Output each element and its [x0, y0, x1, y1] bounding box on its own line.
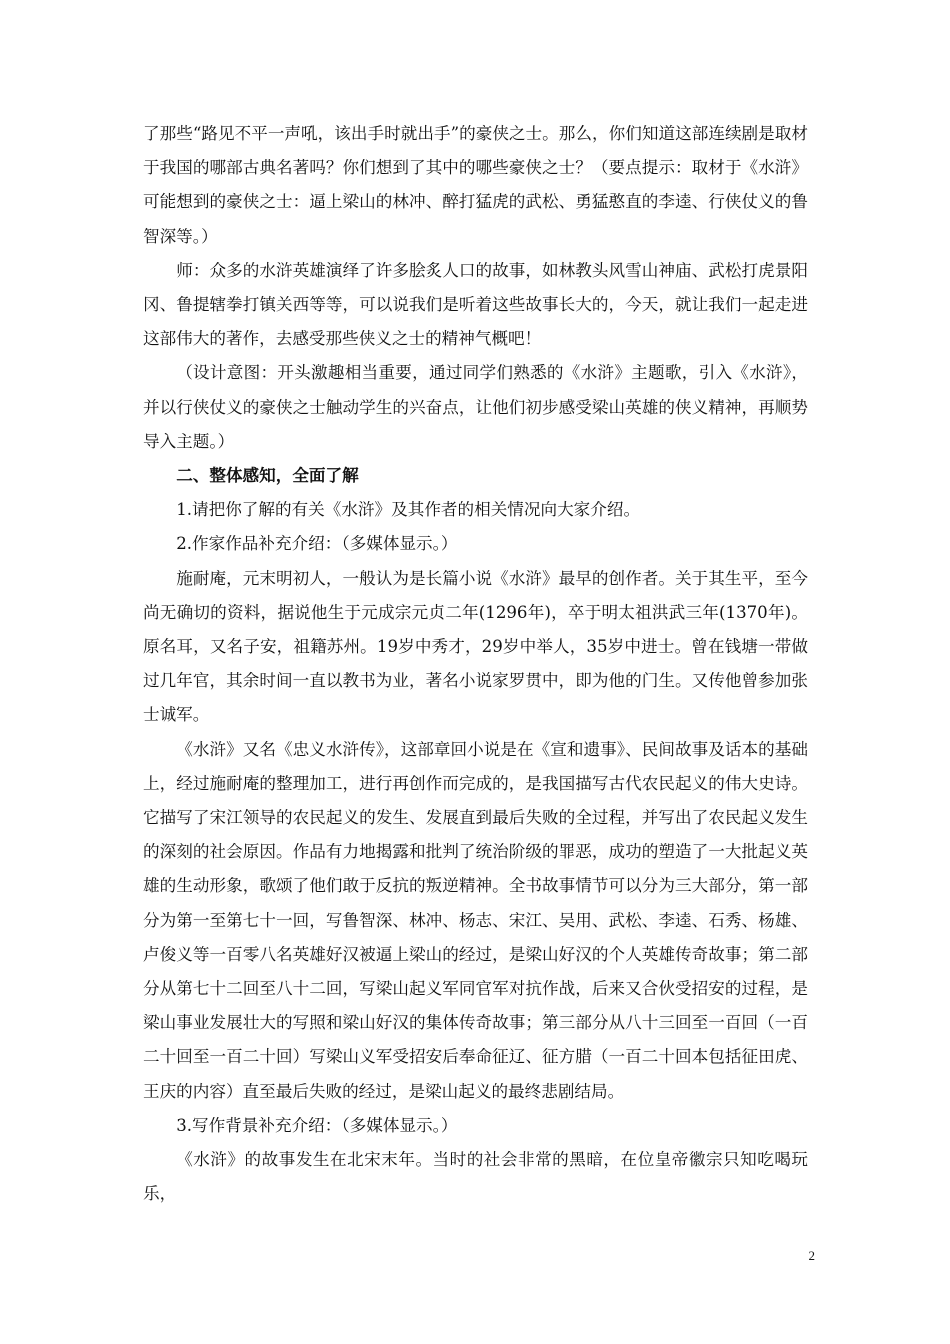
body-paragraph: 了那些“路见不平一声吼，该出手时就出手”的豪侠之士。那么，你们知道这部连续剧是取材于我国的哪部古典名著吗？你们想到了其中的哪些豪侠之士？（要点提示：取材于《水浒》可能想到的豪侠之士：逼上梁山的林冲、醉打猛虎的武松、勇猛憨直的李逵、行侠仗义的鲁智深等。）: [143, 124, 808, 246]
section-heading: 二、整体感知，全面了解: [176, 466, 359, 486]
body-paragraph: 《水浒》的故事发生在北宋末年。当时的社会非常的黑暗，在位皇帝徽宗只知吃喝玩乐，: [143, 1150, 808, 1204]
design-intent-note: （设计意图：开头激趣相当重要，通过同学们熟悉的《水浒》主题歌，引入《水浒》，并以行侠仗义的豪侠之士触动学生的兴奋点，让他们初步感受梁山英雄的侠义精神，再顺势导入主题。）: [143, 363, 808, 451]
body-paragraph: 施耐庵，元末明初人，一般认为是长篇小说《水浒》最早的创作者。关于其生平，至今尚无确切的资料，据说他生于元成宗元贞二年(1296年)，卒于明太祖洪武三年(1370年)。原名耳，又名子安，祖籍苏州。19岁中秀才，29岁中举人，35岁中进士。曾在钱塘一带做过几年官，其余时间一直以教书为业，著名小说家罗贯中，即为他的门生。又传他曾参加张士诚军。: [143, 568, 808, 725]
page-body: [143, 117, 808, 1212]
body-paragraph: 《水浒》又名《忠义水浒传》，这部章回小说是在《宣和遗事》、民间故事及话本的基础上，经过施耐庵的整理加工，进行再创作而完成的，是我国描写古代农民起义的伟大史诗。它描写了宋江领导的农民起义的发生、发展直到最后失败的全过程，并写出了农民起义发生的深刻的社会原因。作品有力地揭露和批判了统治阶级的罪恶，成功的塑造了一大批起义英雄的生动形象，歌颂了他们敢于反抗的叛逆精神。全书故事情节可以分为三大部分，第一部分为第一至第七十一回，写鲁智深、林冲、杨志、宋江、吴用、武松、李逵、石秀、杨雄、卢俊义等一百零八名英雄好汉被逼上梁山的经过，是梁山好汉的个人英雄传奇故事；第二部分从第七十二回至八十二回，写梁山起义军同官军对抗作战，后来又合伙受招安的过程，是梁山事业发展壮大的写照和梁山好汉的集体传奇故事；第三部分从八十三回至一百回（一百二十回至一百二十回）写梁山义军受招安后奉命征辽、征方腊（一百二十回本包括征田虎、王庆的内容）直至最后失败的经过，是梁山起义的最终悲剧结局。: [143, 739, 808, 1101]
body-paragraph: 师：众多的水浒英雄演绎了许多脍炙人口的故事，如林教头风雪山神庙、武松打虎景阳冈、鲁提辖拳打镇关西等等，可以说我们是听着这些故事长大的，今天，就让我们一起走进这部伟大的著作，去感受那些侠义之士的精神气概吧！: [143, 260, 808, 349]
page-number: 2: [808, 1248, 815, 1263]
list-item: 1.请把你了解的有关《水浒》及其作者的相关情况向大家介绍。: [176, 500, 641, 520]
list-item: 3.写作背景补充介绍：（多媒体显示。）: [176, 1115, 458, 1135]
list-item: 2.作家作品补充介绍：（多媒体显示。）: [176, 534, 458, 554]
